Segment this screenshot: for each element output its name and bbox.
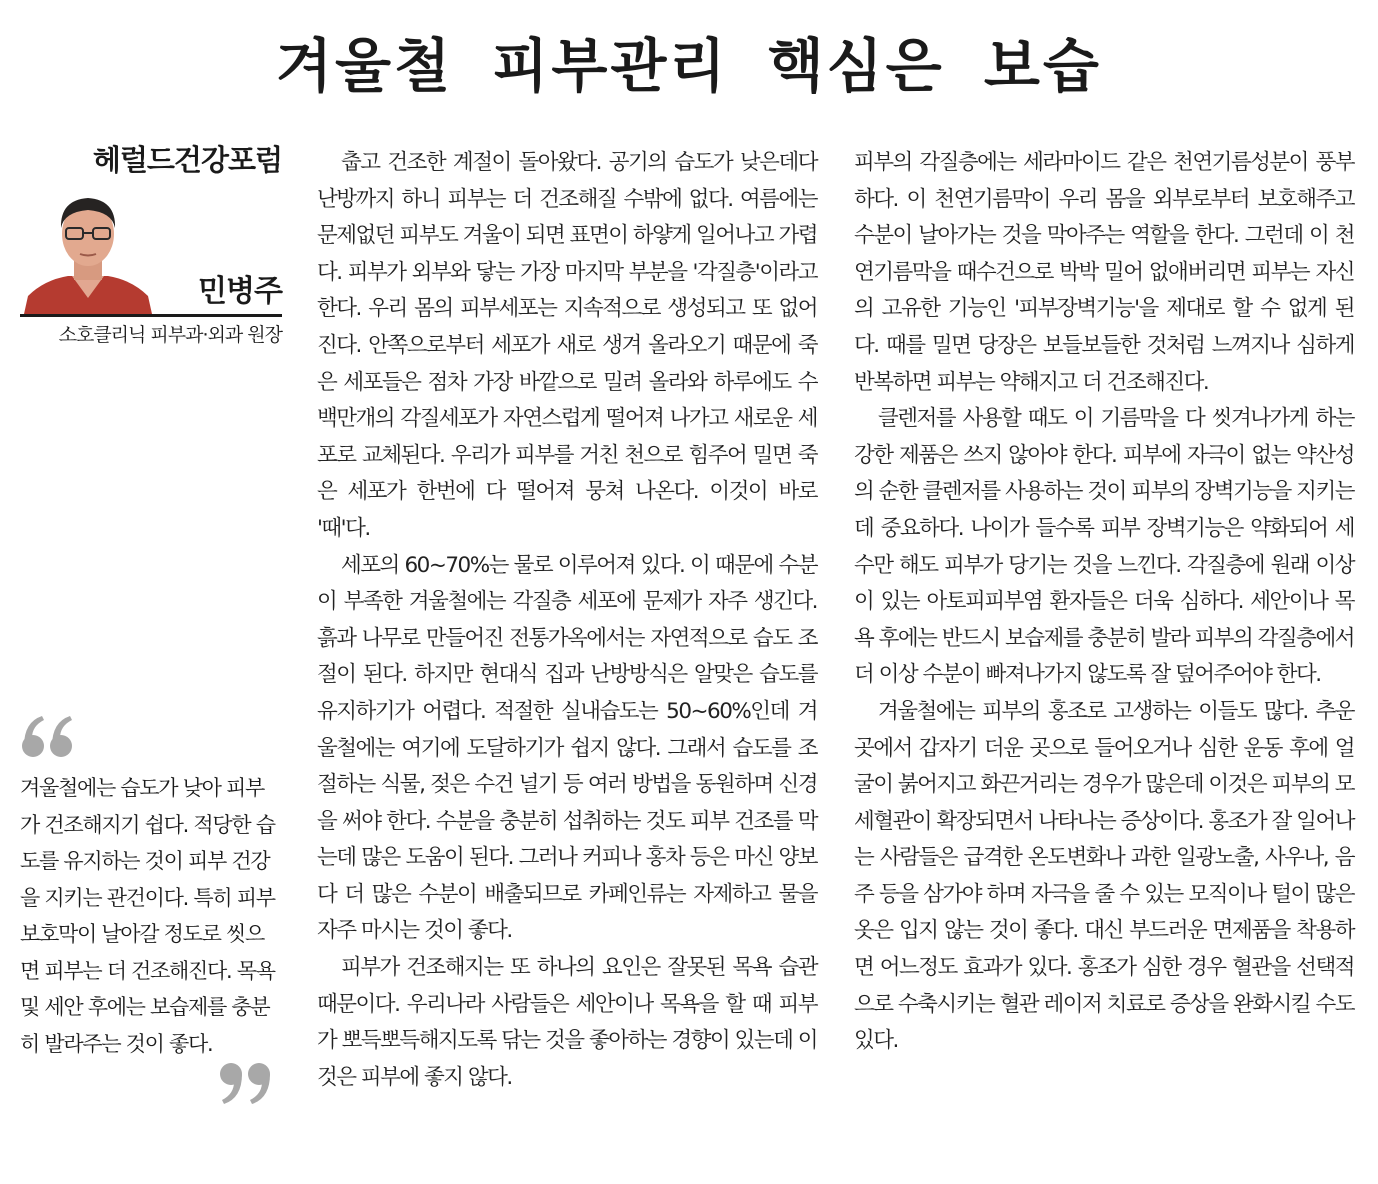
author-title: 소호클리닉 피부과·외과 원장: [58, 324, 282, 346]
pull-quote: [20, 712, 282, 1108]
article-column-1: [317, 145, 817, 1096]
author-name: 민병주: [198, 274, 282, 309]
pull-quote-text: 겨울철에는 습도가 낮아 피부가 건조해지기 쉽다. 적당한 습도를 유지하는 것이 피부 건강을 지키는 관건이다. 특히 피부 보호막이 날아갈 정도로 씻으면 피부는 더 건조해진다. 목욕 및 세안 후에는 보습제를 충분히 발라주는 것이 좋다.: [20, 776, 275, 1056]
quote-close-icon: [216, 1058, 272, 1108]
paragraph: 겨울철에는 피부의 홍조로 고생하는 이들도 많다. 추운 곳에서 갑자기 더운 곳으로 들어오거나 심한 운동 후에 얼굴이 붉어지고 화끈거리는 경우가 많은데 이것은 피부의 모세혈관이 확장되면서 나타나는 증상이다. 홍조가 잘 일어나는 사람들은 급격한 온도변화나 과한 일광노출, 사우나, 음주 등을 삼가야 하며 자극을 줄 수 있는 모직이나 털이 많은 옷은 입지 않는 것이 좋다. 대신 부드러운 면제품을 착용하면 어느정도 효과가 있다. 홍조가 심한 경우 혈관을 선택적으로 수축시키는 혈관 레이저 치료로 증상을 완화시킬 수도 있다.: [854, 698, 1354, 1054]
author-block: [20, 184, 282, 317]
quote-open-icon: [20, 712, 76, 762]
paragraph: 춥고 건조한 계절이 돌아왔다. 공기의 습도가 낮은데다 난방까지 하니 피부는 더 건조해질 수밖에 없다. 여름에는 문제없던 피부도 겨울이 되면 표면이 하얗게 일어나고 가렵다. 피부가 외부와 닿는 가장 마지막 부분을 '각질층'이라고 한다. 우리 몸의 피부세포는 지속적으로 생성되고 또 없어진다. 안쪽으로부터 세포가 새로 생겨 올라오기 때문에 죽은 세포들은 점차 가장 바깥으로 밀려 올라와 하루에도 수백만개의 각질세포가 자연스럽게 떨어져 나가고 새로운 세포로 교체된다. 우리가 피부를 거친 천으로 힘주어 밀면 죽은 세포가 한번에 다 떨어져 뭉쳐 나온다. 이것이 바로 '때'다.: [317, 150, 817, 541]
forum-name: 헤럴드건강포럼: [92, 143, 282, 177]
paragraph: 피부의 각질층에는 세라마이드 같은 천연기름성분이 풍부하다. 이 천연기름막이 우리 몸을 외부로부터 보호해주고 수분이 날아가는 것을 막아주는 역할을 한다. 그런데 이 천연기름막을 때수건으로 박박 밀어 없애버리면 피부는 자신의 고유한 기능인 '피부장벽기능'을 제대로 할 수 없게 된다. 때를 밀면 당장은 보들보들한 것처럼 느껴지나 심하게 반복하면 피부는 약해지고 더 건조해진다.: [854, 150, 1354, 395]
article-column-2: [854, 145, 1354, 1060]
author-portrait: [24, 184, 152, 314]
paragraph: 클렌저를 사용할 때도 이 기름막을 다 씻겨나가게 하는 강한 제품은 쓰지 않아야 한다. 피부에 자극이 없는 약산성의 순한 클렌저를 사용하는 것이 피부의 장벽기능을 지키는데 중요하다. 나이가 들수록 피부 장벽기능은 약화되어 세수만 해도 피부가 당기는 것을 느낀다. 각질층에 원래 이상이 있는 아토피피부염 환자들은 더욱 심하다. 세안이나 목욕 후에는 반드시 보습제를 충분히 발라 피부의 각질층에서 더 이상 수분이 빠져나가지 않도록 잘 덮어주어야 한다.: [854, 406, 1354, 688]
headline: 겨울철 피부관리 핵심은 보습: [276, 32, 1102, 100]
paragraph: 피부가 건조해지는 또 하나의 요인은 잘못된 목욕 습관 때문이다. 우리나라 사람들은 세안이나 목욕을 할 때 피부가 뽀득뽀득해지도록 닦는 것을 좋아하는 경향이 있는데 이것은 피부에 좋지 않다.: [317, 955, 817, 1090]
paragraph: 세포의 60~70%는 물로 이루어져 있다. 이 때문에 수분이 부족한 겨울철에는 각질층 세포에 문제가 자주 생긴다. 흙과 나무로 만들어진 전통가옥에서는 자연적으로 습도 조절이 된다. 하지만 현대식 집과 난방방식은 알맞은 습도를 유지하기가 어렵다. 적절한 실내습도는 50~60%인데 겨울철에는 여기에 도달하기가 쉽지 않다. 그래서 습도를 조절하는 식물, 젖은 수건 널기 등 여러 방법을 동원하며 신경을 써야 한다. 수분을 충분히 섭취하는 것도 피부 건조를 막는데 많은 도움이 된다. 그러나 커피나 홍차 등은 마신 양보다 더 많은 수분이 배출되므로 카페인류는 자제하고 물을 자주 마시는 것이 좋다.: [317, 552, 817, 944]
author-sidebar: [20, 140, 282, 353]
